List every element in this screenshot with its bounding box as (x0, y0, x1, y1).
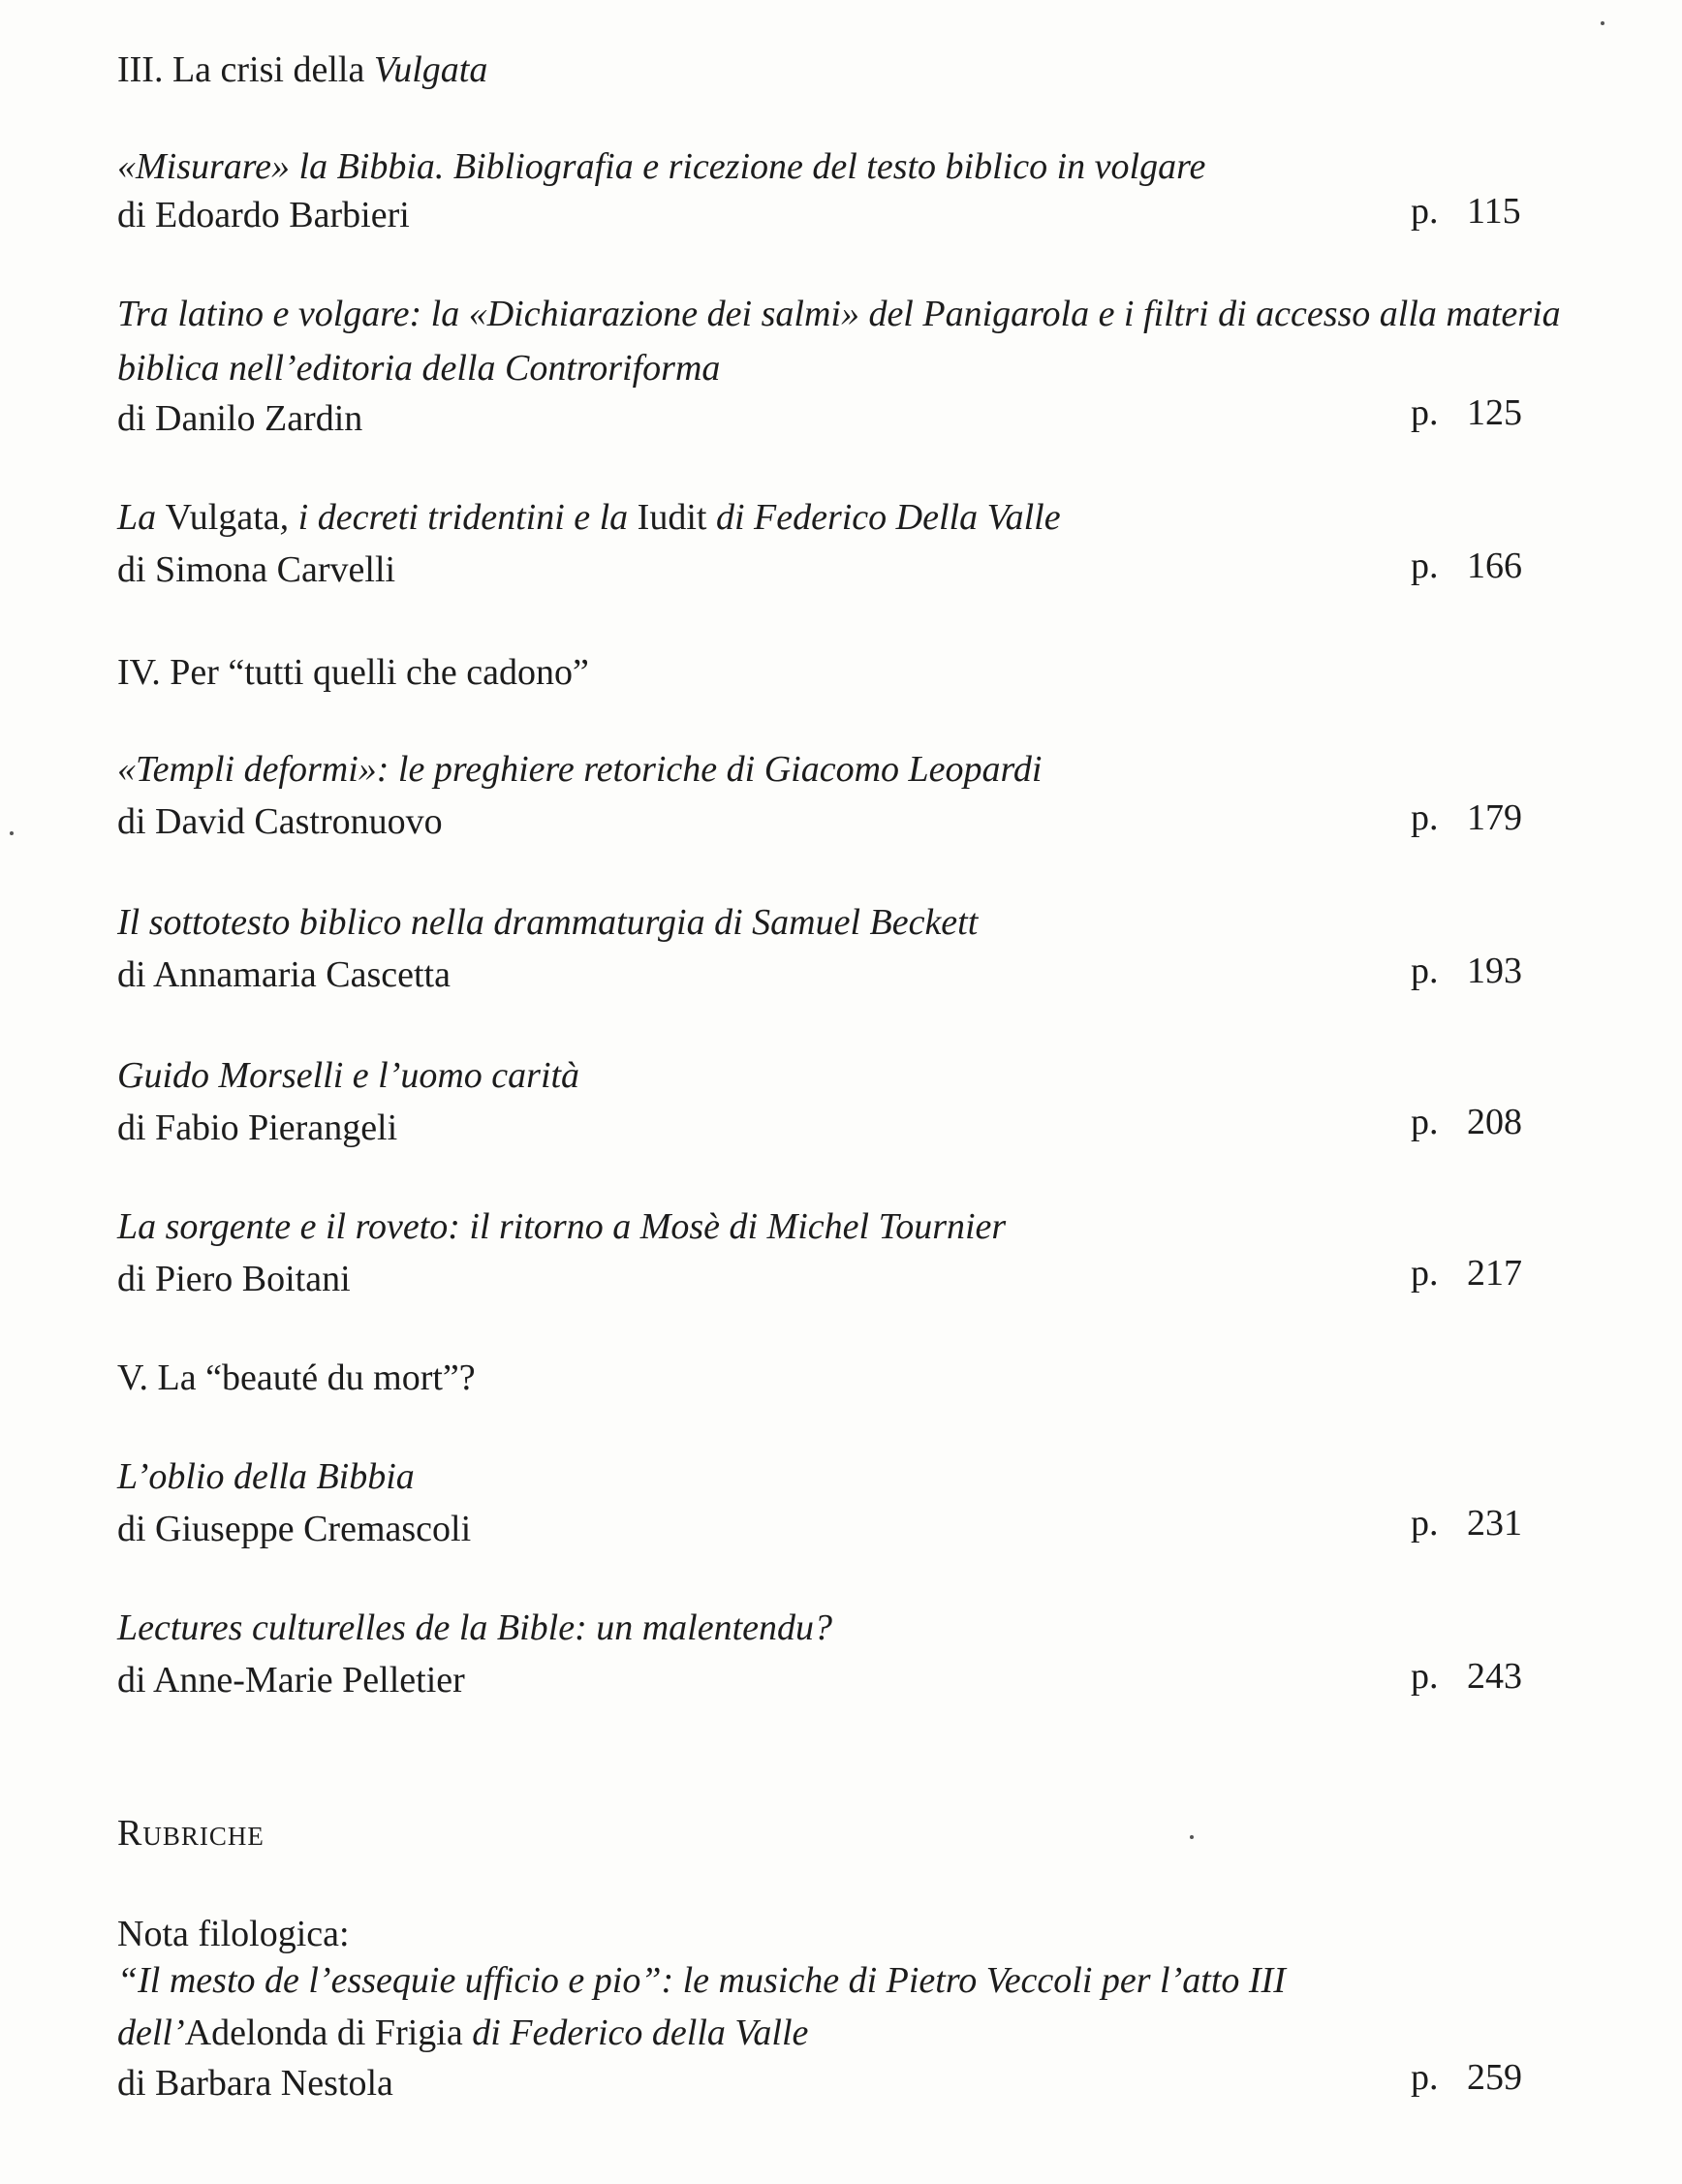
title-part: , i decreti tridentini e la (279, 497, 638, 538)
entry-title: L’oblio della Bibbia (117, 1456, 415, 1497)
entry-author: di Anne-Marie Pelletier (117, 1660, 465, 1700)
entry-page (1411, 1099, 1585, 1145)
page-number: 208 (1467, 1102, 1522, 1142)
page-label: p. (1411, 951, 1439, 991)
page-label: p. (1411, 546, 1439, 586)
entry-title: «Misurare» la Bibbia. Bibliografia e ricezione del testo biblico in volgare (117, 146, 1206, 187)
page-label: p. (1411, 1102, 1439, 1142)
entry-page (1411, 188, 1585, 234)
section-heading-text: III. La crisi della (117, 49, 374, 90)
entry-page (1411, 948, 1585, 994)
title-part: Vulgata (165, 497, 280, 538)
page-number: 259 (1467, 2057, 1522, 2098)
page-label: p. (1411, 2057, 1439, 2098)
page-number: 217 (1467, 1253, 1522, 1294)
section-heading-iv: IV. Per “tutti quelli che cadono” (117, 652, 589, 693)
nota-title-cont (117, 2010, 1546, 2056)
nota-author: di Barbara Nestola (117, 2063, 393, 2104)
title-part: Iudit (637, 497, 707, 538)
title-part: La (117, 497, 166, 538)
entry-author: di David Castronuovo (117, 801, 443, 842)
entry-title: Tra latino e volgare: la «Dichiarazione dei salmi» del Panigarola e i filtri di accesso alla materia (117, 294, 1561, 334)
entry-title: Lectures culturelles de la Bible: un malentendu? (117, 1607, 833, 1648)
entry-page (1411, 1250, 1585, 1296)
entry-page (1411, 1653, 1585, 1700)
entry-title (117, 494, 1546, 541)
page-number: 193 (1467, 951, 1522, 991)
nota-title: “Il mesto de l’essequie ufficio e pio”: le musiche di Pietro Veccoli per l’atto III (117, 1960, 1286, 2001)
section-heading-iii (117, 47, 1546, 93)
entry-author: di Simona Carvelli (117, 549, 396, 590)
title-part: Adelonda di Frigia (184, 2012, 463, 2053)
scan-speck (1601, 21, 1604, 25)
scan-speck (10, 831, 14, 835)
entry-author: di Giuseppe Cremascoli (117, 1509, 472, 1549)
entry-author: di Danilo Zardin (117, 398, 363, 439)
entry-page (1411, 1500, 1585, 1546)
page-label: p. (1411, 191, 1439, 232)
page-number: 115 (1467, 191, 1521, 232)
title-part: dell’ (117, 2012, 185, 2053)
section-heading-v: V. La “beauté du mort”? (117, 1357, 476, 1398)
entry-author: di Annamaria Cascetta (117, 954, 451, 995)
entry-author: di Fabio Pierangeli (117, 1108, 398, 1148)
entry-title: «Templi deformi»: le preghiere retoriche di Giacomo Leopardi (117, 749, 1043, 790)
title-part: di Federico Della Valle (706, 497, 1061, 538)
nota-page (1411, 2054, 1585, 2101)
page-label: p. (1411, 797, 1439, 838)
page-number: 125 (1467, 392, 1522, 433)
title-part: di Federico della Valle (462, 2012, 809, 2053)
page-number: 166 (1467, 546, 1522, 586)
section-heading-italic: Vulgata (373, 49, 488, 90)
entry-author: di Piero Boitani (117, 1259, 351, 1299)
page-number: 179 (1467, 797, 1522, 838)
scan-speck (1190, 1835, 1194, 1839)
entry-title-cont: biblica nell’editoria della Controriforma (117, 348, 721, 389)
entry-page (1411, 543, 1585, 589)
entry-title: Il sottotesto biblico nella drammaturgia di Samuel Beckett (117, 902, 979, 943)
page-number: 243 (1467, 1656, 1522, 1697)
entry-title: La sorgente e il roveto: il ritorno a Mosè di Michel Tournier (117, 1206, 1007, 1247)
entry-title: Guido Morselli e l’uomo carità (117, 1055, 580, 1096)
entry-author: di Edoardo Barbieri (117, 195, 410, 235)
entry-page (1411, 390, 1585, 436)
entry-page (1411, 795, 1585, 841)
page-label: p. (1411, 1656, 1439, 1697)
rubriche-heading: Rubriche (117, 1813, 265, 1854)
nota-label: Nota filologica: (117, 1914, 350, 1954)
page-label: p. (1411, 1503, 1439, 1544)
page-label: p. (1411, 392, 1439, 433)
page-number: 231 (1467, 1503, 1522, 1544)
page-label: p. (1411, 1253, 1439, 1294)
